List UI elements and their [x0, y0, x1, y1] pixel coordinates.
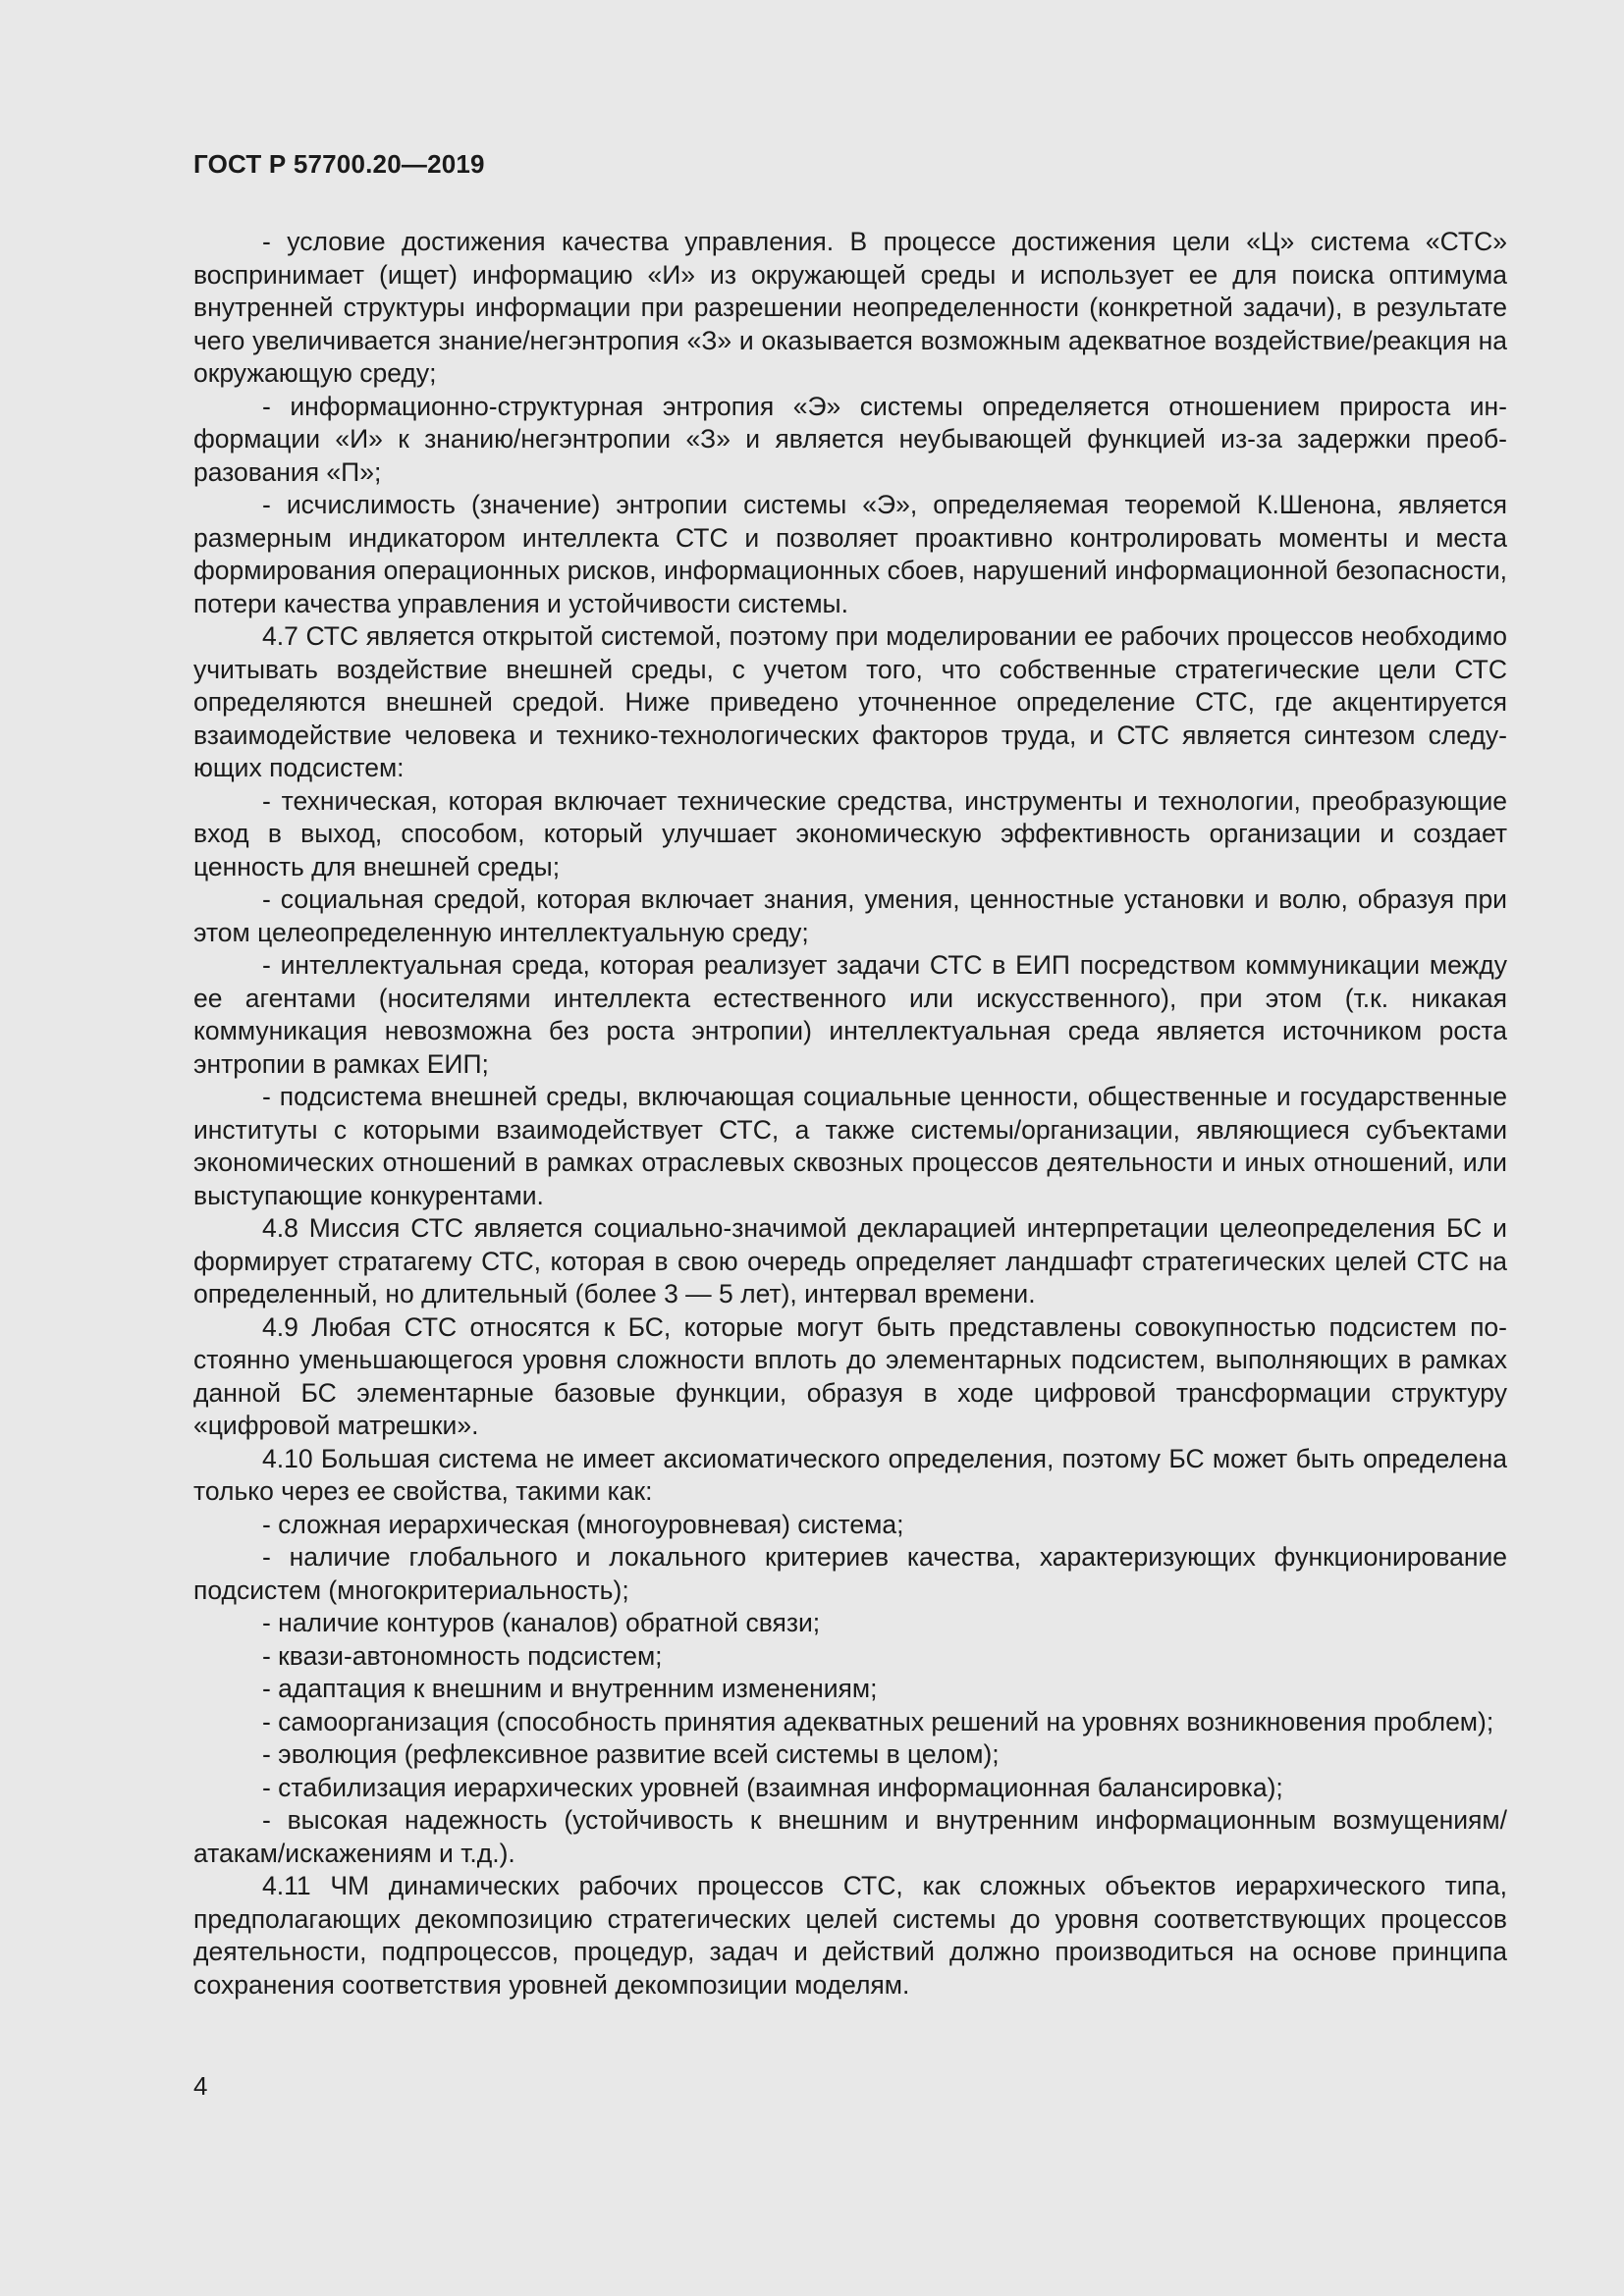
paragraph-condition-quality: - условие достижения качества управления. В процессе достижения цели «Ц» система «СТС» воспринимает (ищет) информацию «И» из окружающей среды и использует ее для поиска оптимума внутренней структуры информации при разрешении неопределенности (конкретной задачи), в результате чего увеличивается знание/негэнтропия «З» и оказывается возможным адекватное воздействие/реакция на окружающую среду; — [193, 227, 1507, 388]
page-number: 4 — [193, 2071, 208, 2101]
paragraph-clause-4-9: 4.9 Любая СТС относятся к БС, которые могут быть представлены совокупностью подсистем постоянно уменьшающегося уровня сложности вплоть до элементарных подсистем, выполняющих в рамках данной БС элементарные базовые функции, образуя в ходе цифровой трансформации структуру «цифровой матрешки». — [193, 1311, 1507, 1440]
list-item-feedback: - наличие контуров (каналов) обратной связи; — [262, 1608, 821, 1637]
paragraph-clause-4-11: 4.11 ЧМ динамических рабочих процессов СТС, как сложных объектов иерархического типа, предполагающих декомпозицию стратегических целей системы до уровня соответствующих процессов деятельности, подпроцессов, процедур, задач и действий должно производиться на основе принципа сохранения соответствия уровней декомпозиции моделям. — [193, 1871, 1507, 2000]
list-item-reliability: - высокая надежность (устойчивость к внешним и внутренним информационным возмущениям/атакам/искажениям и т.д.). — [193, 1805, 1507, 1868]
list-item-external-environment: - подсистема внешней среды, включающая социальные ценности, общественные и государственные институты с которыми взаимодействует СТС, а также системы/организации, являющиеся субъектами экономических отношений в рамках отраслевых сквозных процессов деятельности и иных отношений, или выступающие конкурентами. — [193, 1082, 1507, 1210]
list-item-quality-criteria: - наличие глобального и локального критериев качества, характеризующих функционирование подсистем (многокритериальность); — [193, 1542, 1507, 1605]
document-body — [193, 226, 1507, 2002]
paragraph-clause-4-8: 4.8 Миссия СТС является социально-значимой декларацией интерпретации целеопределения БС и формирует стратагему СТС, которая в свою очередь определяет ландшафт стратегических целей СТС на определенный, но длительный (более 3 — 5 лет), интервал времени. — [193, 1213, 1507, 1308]
list-item-self-organization: - самоорганизация (способность принятия адекватных решений на уровнях возникновения проблем); — [262, 1706, 1494, 1736]
list-item-autonomy: - квази-автономность подсистем; — [262, 1640, 663, 1671]
list-item-adaptation: - адаптация к внешним и внутренним изменениям; — [262, 1674, 878, 1703]
paragraph-clause-4-10: 4.10 Большая система не имеет аксиоматического определения, поэтому БС может быть определена только через ее свойства, такими как: — [193, 1443, 1507, 1506]
list-item-stabilization: - стабилизация иерархических уровней (взаимная информационная балансировка); — [262, 1772, 1283, 1802]
document-header: ГОСТ Р 57700.20—2019 — [193, 149, 485, 179]
paragraph-entropy-structure: - информационно-структурная энтропия «Э» системы определяется отношением прироста информации «И» к знанию/негэнтропии «З» и является неубывающей функцией из-за задержки преобразования «П»; — [193, 391, 1507, 487]
list-item-social: - социальная средой, которая включает знания, умения, ценностные установки и волю, образуя при этом целеопределенную интеллектуальную среду; — [193, 884, 1507, 947]
paragraph-entropy-calculability: - исчислимость (значение) энтропии системы «Э», определяемая теоремой К.Шенона, является размерным индикатором интеллекта СТС и позволяет проактивно контролировать моменты и места формирования операционных рисков, информационных сбоев, нарушений информационной безопасности, потери качества управления и устойчивости системы. — [193, 490, 1507, 618]
list-item-hierarchical: - сложная иерархическая (многоуровневая) система; — [262, 1509, 904, 1539]
paragraph-clause-4-7: 4.7 СТС является открытой системой, поэтому при моделировании ее рабочих процессов необходимо учитывать воздействие внешней среды, с учетом того, что собственные стратегические цели СТС определяются внешней средой. Ниже приведено уточненное определение СТС, где акцентируется взаимодействие человека и технико-технологических факторов труда, и СТС является синтезом следующих подсистем: — [193, 621, 1507, 782]
list-item-intellectual: - интеллектуальная среда, которая реализует задачи СТС в ЕИП посредством коммуникации между ее агентами (носителями интеллекта естественного или искусственного), при этом (т.к. никакая коммуникация невозможна без роста энтропии) интеллектуальная среда является источником роста энтропии в рамках ЕИП; — [193, 950, 1507, 1079]
list-item-evolution: - эволюция (рефлексивное развитие всей системы в целом); — [262, 1739, 1000, 1769]
list-item-technical: - техническая, которая включает технические средства, инструменты и технологии, преобразующие вход в выход, способом, который улучшает экономическую эффективность организации и создает ценность для внешней среды; — [193, 785, 1507, 881]
